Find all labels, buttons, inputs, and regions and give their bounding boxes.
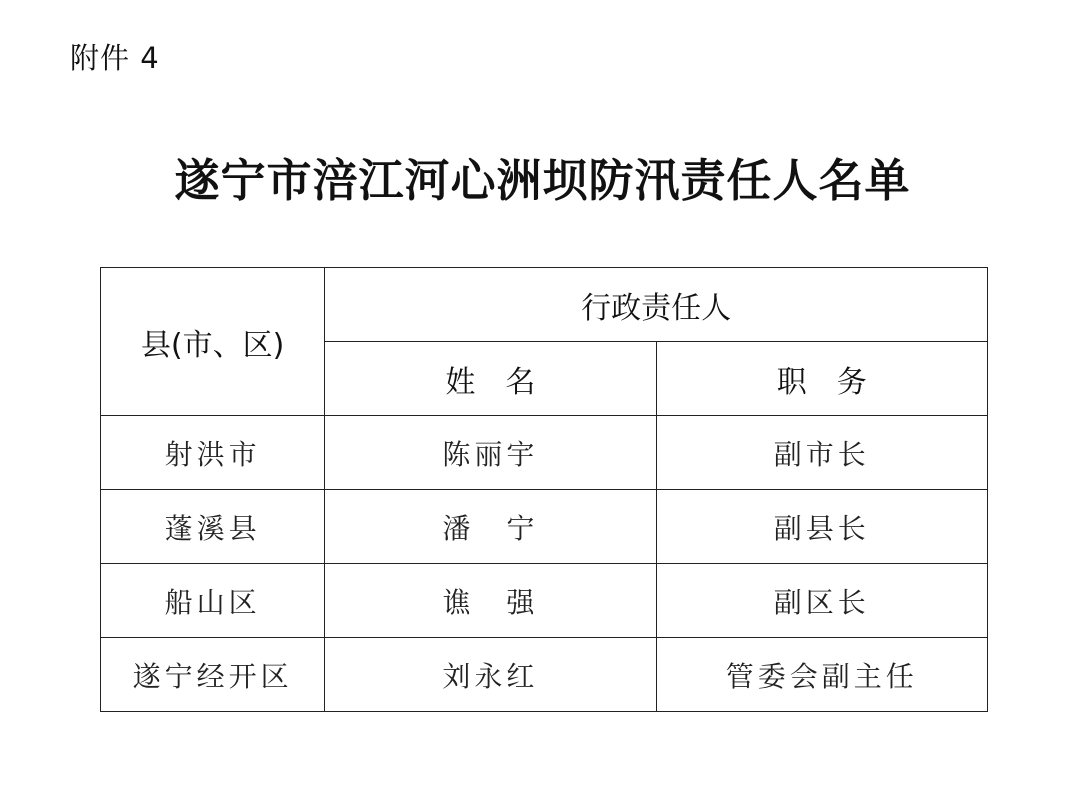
- county-cell: 蓬溪县: [101, 490, 325, 564]
- attachment-label: 附件 4: [70, 41, 160, 75]
- document-title: 遂宁市涪江河心洲坝防汛责任人名单: [174, 154, 911, 207]
- name-column-header: 姓名: [325, 342, 656, 416]
- table-row: [101, 490, 988, 564]
- county-column-header: 县(市、区): [101, 268, 325, 416]
- table-row: [101, 416, 988, 490]
- post-column-header: 职务: [656, 342, 987, 416]
- post-cell: 副县长: [656, 490, 987, 564]
- responsible-persons-table: [100, 267, 988, 712]
- post-cell: 副区长: [656, 564, 987, 638]
- county-cell: 船山区: [101, 564, 325, 638]
- name-cell: 谯 强: [325, 564, 656, 638]
- name-cell: 刘永红: [325, 638, 656, 712]
- county-cell: 遂宁经开区: [101, 638, 325, 712]
- post-cell: 管委会副主任: [656, 638, 987, 712]
- table-row: [101, 564, 988, 638]
- name-cell: 潘 宁: [325, 490, 656, 564]
- post-cell: 副市长: [656, 416, 987, 490]
- county-cell: 射洪市: [101, 416, 325, 490]
- table-row: [101, 638, 988, 712]
- name-cell: 陈丽宇: [325, 416, 656, 490]
- administrative-responsible-header: 行政责任人: [325, 268, 988, 342]
